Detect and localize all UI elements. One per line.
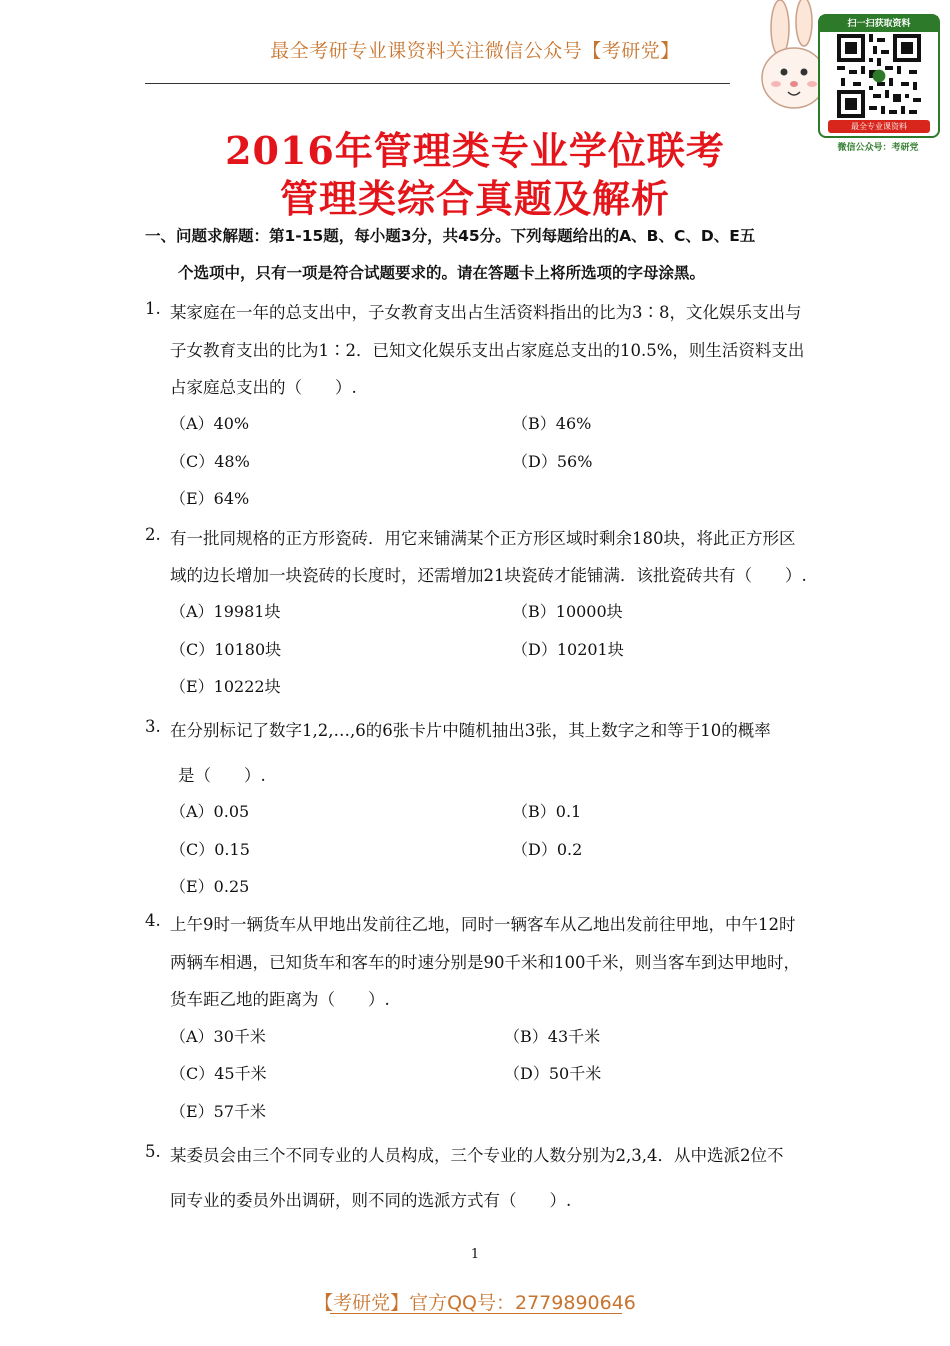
option-e: （E）64% [170,489,250,508]
option-b: （B）0.1 [512,802,582,821]
option-a: （A）0.05 [170,802,250,821]
option-c: （C）10180块 [170,640,282,659]
question-text-line: 货车距乙地的距离为（ ）. [170,990,390,1009]
question-text-line: 上午9时一辆货车从甲地出发前往乙地，同时一辆客车从乙地出发前往甲地，中午12时 [170,915,796,934]
option-d: （D）10201块 [512,640,624,659]
section-heading-line-1: 一、问题求解题：第1-15题，每小题3分，共45分。下列每题给出的A、B、C、D、E五 [145,227,756,245]
option-d: （D）0.2 [512,840,583,859]
option-a: （A）40% [170,414,250,433]
question-number: 3. [145,717,161,736]
option-c: （C）48% [170,452,250,471]
option-e: （E）57千米 [170,1102,267,1121]
page-title-line-1: 2016年管理类专业学位联考 [225,128,725,173]
footer-underline [330,1313,622,1314]
qr-scan-label: 扫一扫获取资料 [820,16,938,32]
question-number: 5. [145,1142,161,1161]
question-text-line: 某委员会由三个不同专业的人员构成，三个专业的人数分别为2,3,4．从中选派2位不 [170,1146,784,1165]
page-number: 1 [470,1247,480,1262]
option-e: （E）0.25 [170,877,250,896]
wechat-account-label: 微信公众号：考研党 [837,143,919,153]
section-heading-line-2: 个选项中，只有一项是符合试题要求的。请在答题卡上将所选项的字母涂黑。 [178,264,706,282]
option-b: （B）46% [512,414,592,433]
question-number: 2. [145,525,161,544]
question-text-line: 是（ ）. [178,766,266,785]
option-a: （A）19981块 [170,602,281,621]
question-text-line: 两辆车相遇，已知货车和客车的时速分别是90千米和100千米，则当客车到达甲地时， [170,953,800,972]
header-promo-text: 最全考研专业课资料关注微信公众号【考研党】 [270,40,680,62]
qr-code-icon [837,34,921,118]
option-a: （A）30千米 [170,1027,266,1046]
question-number: 1. [145,299,161,318]
footer-promo-text: 【考研党】官方QQ号：2779890646 [314,1292,636,1314]
option-b: （B）43千米 [504,1027,601,1046]
question-text-line: 同专业的委员外出调研，则不同的选派方式有（ ）. [170,1191,572,1210]
option-c: （C）45千米 [170,1064,267,1083]
question-text-line: 某家庭在一年的总支出中，子女教育支出占生活资料指出的比为3∶8，文化娱乐支出与 [170,303,802,322]
option-b: （B）10000块 [512,602,623,621]
page-title-line-2: 管理类综合真题及解析 [279,176,670,221]
qr-bottom-label: 最全专业课资料 [828,120,930,133]
question-text-line: 占家庭总支出的（ ）. [170,378,357,397]
header-divider [145,83,730,84]
option-c: （C）0.15 [170,840,250,859]
question-text-line: 域的边长增加一块瓷砖的长度时，还需增加21块瓷砖才能铺满．该批瓷砖共有（ ）. [170,566,807,585]
option-d: （D）56% [512,452,593,471]
question-text-line: 子女教育支出的比为1∶2．已知文化娱乐支出占家庭总支出的10.5%，则生活资料支出 [170,341,805,360]
option-e: （E）10222块 [170,677,281,696]
question-text-line: 有一批同规格的正方形瓷砖．用它来铺满某个正方形区域时剩余180块，将此正方形区 [170,529,796,548]
question-text-line: 在分别标记了数字1,2,…,6的6张卡片中随机抽出3张，其上数字之和等于10的概率 [170,721,771,740]
option-d: （D）50千米 [504,1064,602,1083]
question-number: 4. [145,911,161,930]
